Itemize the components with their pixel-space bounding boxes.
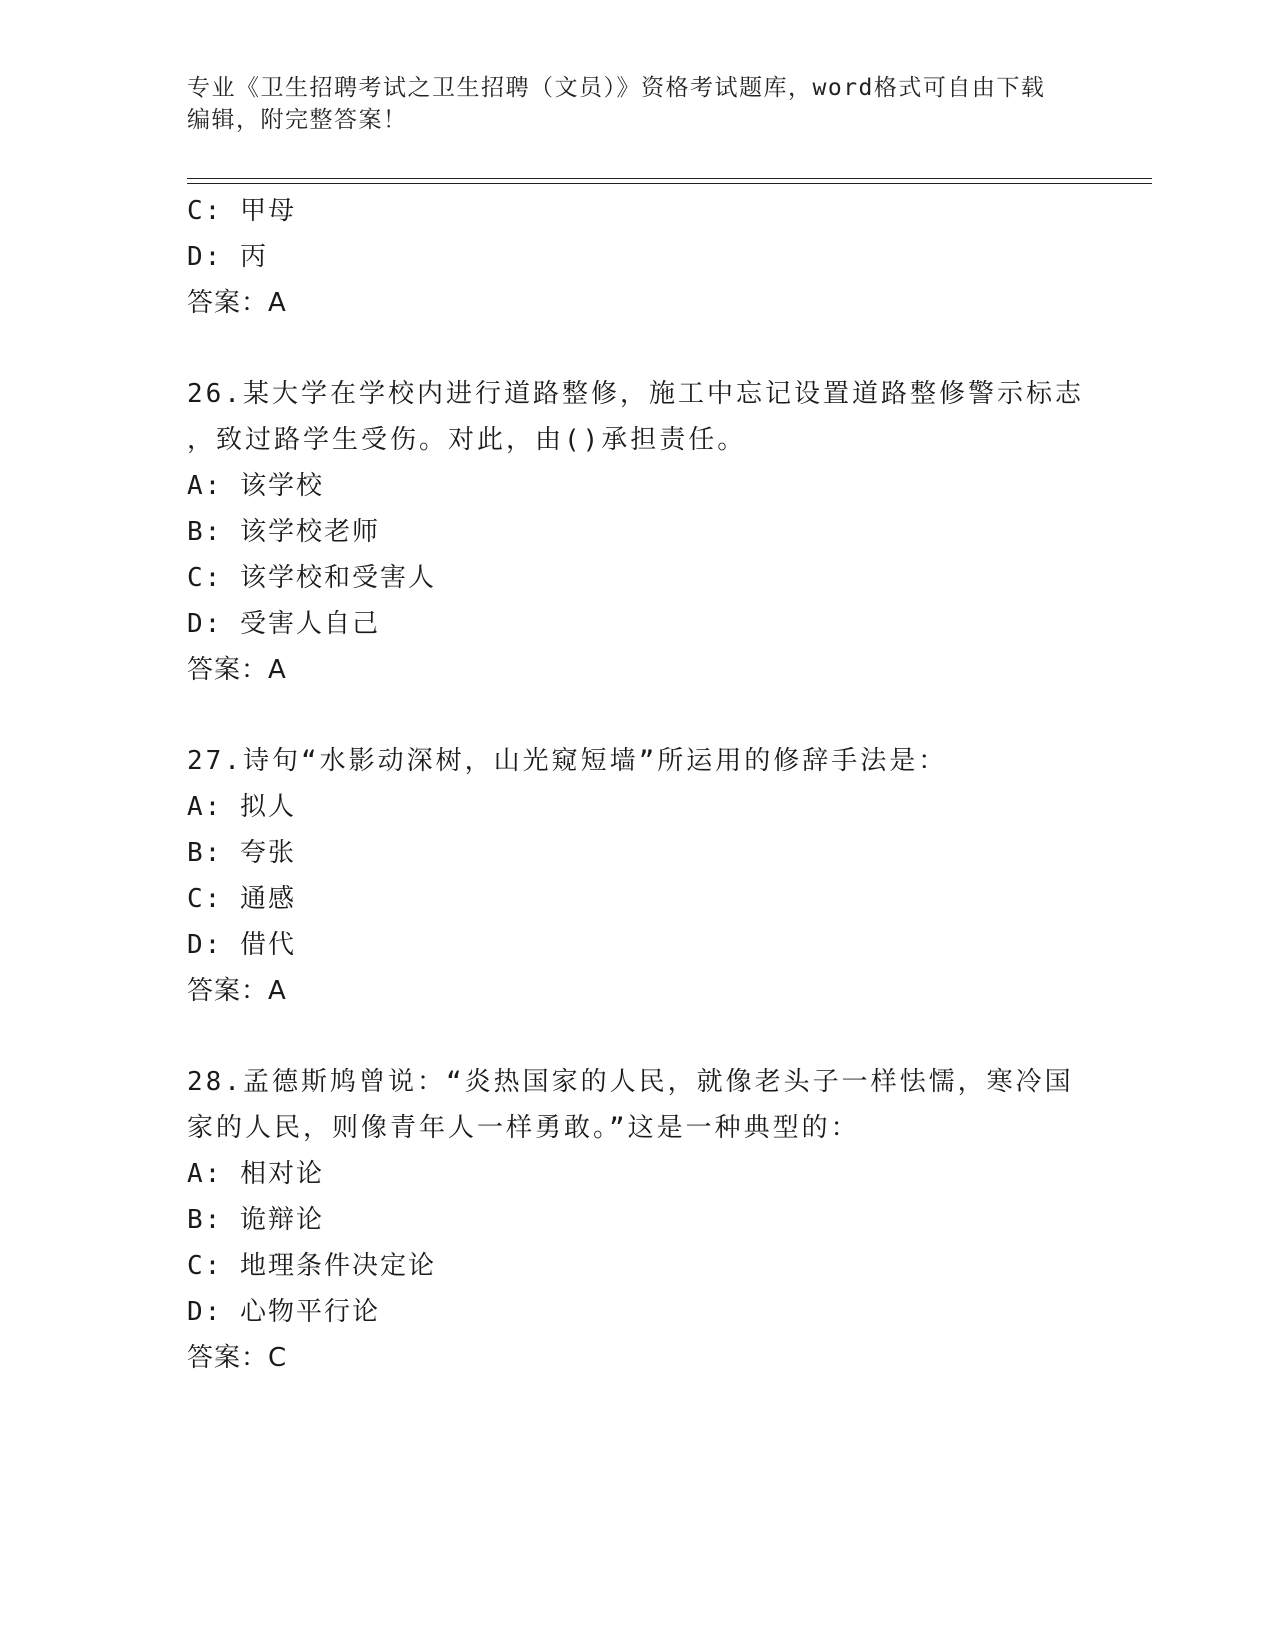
- previous-question-tail: [187, 188, 1087, 326]
- option-c: C: 通感: [187, 884, 296, 914]
- option-a: A: 该学校: [187, 471, 324, 501]
- answer-line: 答案：A: [187, 655, 287, 685]
- header-line-2: 编辑，附完整答案！: [187, 107, 408, 133]
- option-d: D: 丙: [187, 242, 268, 272]
- question-stem-line: 26.某大学在学校内进行道路整修，施工中忘记设置道路整修警示标志: [187, 379, 1084, 409]
- option-b: B: 该学校老师: [187, 517, 380, 547]
- option-d: D: 心物平行论: [187, 1297, 380, 1327]
- answer-line: 答案：C: [187, 1343, 288, 1373]
- header-divider-top: [187, 178, 1152, 179]
- question-28: [187, 1059, 1087, 1381]
- question-stem-line: ，致过路学生受伤。对此，由()承担责任。: [187, 425, 747, 455]
- option-d: D: 借代: [187, 930, 296, 960]
- option-a: A: 拟人: [187, 792, 296, 822]
- answer-line: 答案：A: [187, 976, 287, 1006]
- question-stem-line: 28.孟德斯鸠曾说：“炎热国家的人民，就像老头子一样怯懦，寒冷国: [187, 1067, 1074, 1097]
- question-stem-line: 27.诗句“水影动深树，山光窥短墙”所运用的修辞手法是：: [187, 746, 948, 776]
- question-list: [187, 188, 1087, 1381]
- question-stem-line: 家的人民，则像青年人一样勇敢。”这是一种典型的：: [187, 1113, 860, 1143]
- answer-line: 答案：A: [187, 288, 287, 318]
- header-line-1: 专业《卫生招聘考试之卫生招聘（文员）》资格考试题库，word格式可自由下载: [187, 75, 1046, 101]
- question-26: [187, 371, 1087, 693]
- header-divider-bottom: [187, 183, 1152, 184]
- option-b: B: 诡辩论: [187, 1205, 324, 1235]
- option-a: A: 相对论: [187, 1159, 324, 1189]
- option-d: D: 受害人自己: [187, 609, 380, 639]
- question-27: [187, 738, 1087, 1014]
- option-c: C: 该学校和受害人: [187, 563, 436, 593]
- option-c: C: 甲母: [187, 196, 296, 226]
- option-b: B: 夸张: [187, 838, 296, 868]
- document-header: [187, 72, 1087, 136]
- option-c: C: 地理条件决定论: [187, 1251, 436, 1281]
